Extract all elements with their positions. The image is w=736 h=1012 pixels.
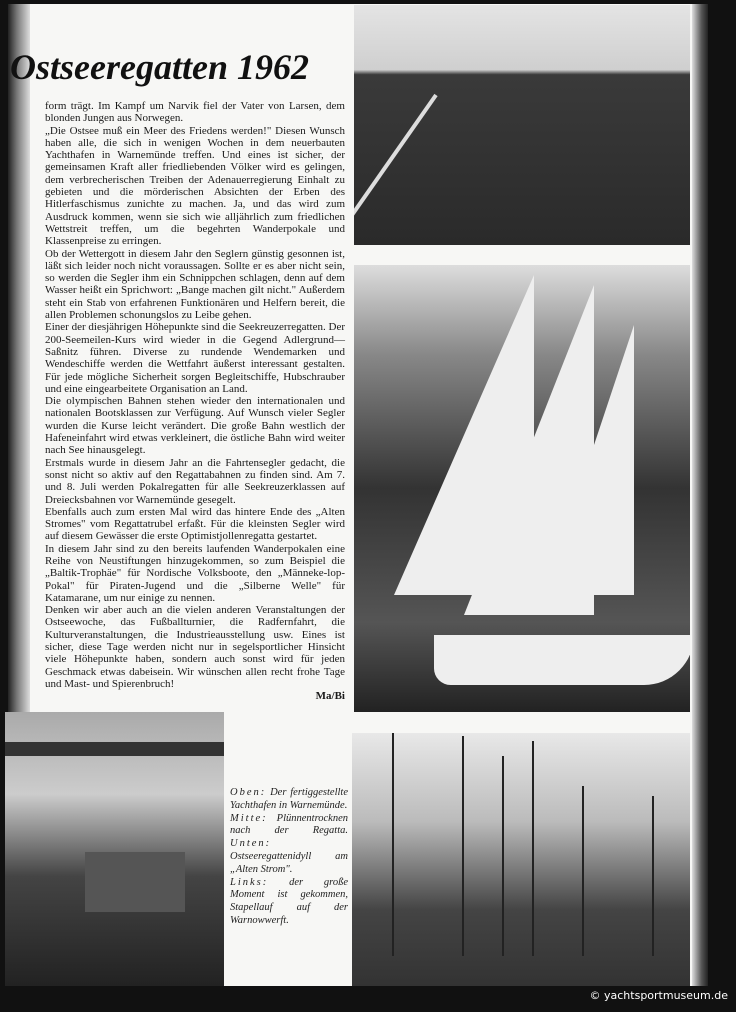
author-signature: Ma/Bi [315, 690, 345, 703]
caption-label: Links: [230, 876, 269, 888]
caption-label: Oben: [230, 787, 267, 798]
photo-drying-sails [354, 265, 690, 712]
photo-caption [230, 787, 348, 928]
magazine-page [8, 4, 708, 986]
article-title: Ostseeregatten 1962 [10, 47, 309, 87]
caption-label: Unten: [230, 838, 272, 850]
boat-hull [434, 635, 690, 685]
paragraph: „Die Ostsee muß ein Meer des Friedens werden!" Diesen Wunsch haben alle, die sich in wenigen Wochen in dem neuerbauten Yachthafen in Warnemünde treffen. Und eines ist sicher, der gemeinsamen Kraft aller friedliebenden Völker wird es gelingen, dem verbrecherischen Treiben der Adenauerregierung Einhalt zu gebieten und die mörderischen Absichten der Erben des Hitlerfaschismus zunichte zu machen. Ja, und das wird zum Ausdruck kommen, wenn sie sich wie alljährlich zum friedlichen Wettstreit treffen, um die begehrten Wanderpokale und Klassenpreise zu erringen. [45, 124, 345, 248]
crane-beam [5, 742, 224, 756]
paragraph: Einer der diesjährigen Höhepunkte sind die Seekreuzerregatten. Der 200-Seemeilen-Kurs wird wieder in die Gegend Adlergrund—Saßnitz führen. Diverse zu rundende Wendemarken und Wendeschiffe werden die Wettfahrt äußerst interessant gestalten. Für jede mögliche Sicherheit sorgen Begleitschiffe, Hubschrauber und eine eingearbeitete Organisation an Land. [45, 321, 345, 395]
paragraph: form trägt. Im Kampf um Narvik fiel der Vater von Larsen, dem blonden Jungen aus Norwegen. [45, 100, 345, 125]
page-edge [692, 4, 708, 986]
caption-text: der große Moment ist gekommen, Stapellauf auf der Warnowwerft. [230, 876, 349, 926]
pier-shape [354, 94, 438, 227]
mast [462, 736, 464, 956]
photo-alter-strom [352, 733, 690, 986]
paragraph: Denken wir aber auch an die vielen anderen Veranstaltungen der Ostseewoche, das Fußballturnier, die Radfernfahrt, die Kulturveranstaltungen, die Industrieausstellung usw. Eines ist sicher, diese Tage werden nicht nur in segelsportlicher Hinsicht viele Höhepunkte haben, sondern auch sonst wird für jeden Geschmack etwas dabeisein. Wir wünschen allen recht frohe Tage und Mast- und Spierenbruch! [45, 604, 345, 690]
article-body [45, 100, 345, 703]
caption-text: Ostseeregattenidyll am „Alten Strom". [230, 850, 348, 875]
caption-label: Mitte: [230, 812, 268, 824]
mast [502, 756, 504, 956]
photo-yacht-harbour [354, 5, 690, 245]
photo-ship-launch [5, 712, 224, 986]
paragraph: Ebenfalls auch zum ersten Mal wird das hintere Ende des „Alten Stromes" vom Regattatrubel erfaßt. Für die kleinsten Segler wird auf diesem Gewässer die erste Optimistjollenregatta gestartet. [45, 505, 345, 543]
paragraph: Die olympischen Bahnen stehen wieder den internationalen und nationalen Bootsklassen zur Verfügung. Auf Wunsch vieler Segler wurden die Kurse leicht verändert. Die große Bahn westlich der Hafeneinfahrt wird etwas verkleinert, die östliche Bahn wird weiter nach See hinausgelegt. [45, 395, 345, 457]
caption-text: Der fertiggestellte Yachthafen in Warnemünde. [230, 787, 348, 811]
paragraph: In diesem Jahr sind zu den bereits laufenden Wanderpokalen eine Reihe von Neustiftungen hinzugekommen, so zum Beispiel die „Baltik-Trophäe" für Nordische Volksboote, den „Männeke-lop-Pokal" für Piraten-Jugend und die „Silberne Welle" für Katamarane, um nur einige zu nennen. [45, 542, 345, 604]
caption-text: Plünnentrocknen nach der Regatta. [230, 812, 348, 837]
mast [582, 786, 584, 956]
paragraph: Ob der Wettergott in diesem Jahr den Seglern günstig gesonnen ist, läßt sich leider noch nicht voraussagen. Sollte er es aber nicht sein, so werden die Segler ihm ein Schnippchen schlagen, denn auf dem Wasser heißt ein Sprichwort: „Bange machen gilt nicht." Außerdem steht ein Stab von erfahrenen Funktionären und Helfern bereit, die allen Problemen schonungslos zu Leibe gehen. [45, 247, 345, 322]
mast [652, 796, 654, 956]
paragraph: Erstmals wurde in diesem Jahr an die Fahrtensegler gedacht, die sonst nicht so aktiv auf den Regattabahnen zu finden sind. Am 7. und 8. Juli werden Pokalregatten für alle Seekreuzerklassen auf Dreiecksbahnen vor Warnemünde gesegelt. [45, 456, 345, 506]
mast [532, 741, 534, 956]
watermark: © yachtsportmuseum.de [589, 989, 728, 1002]
ship-hull [85, 852, 185, 912]
mast [392, 733, 394, 956]
